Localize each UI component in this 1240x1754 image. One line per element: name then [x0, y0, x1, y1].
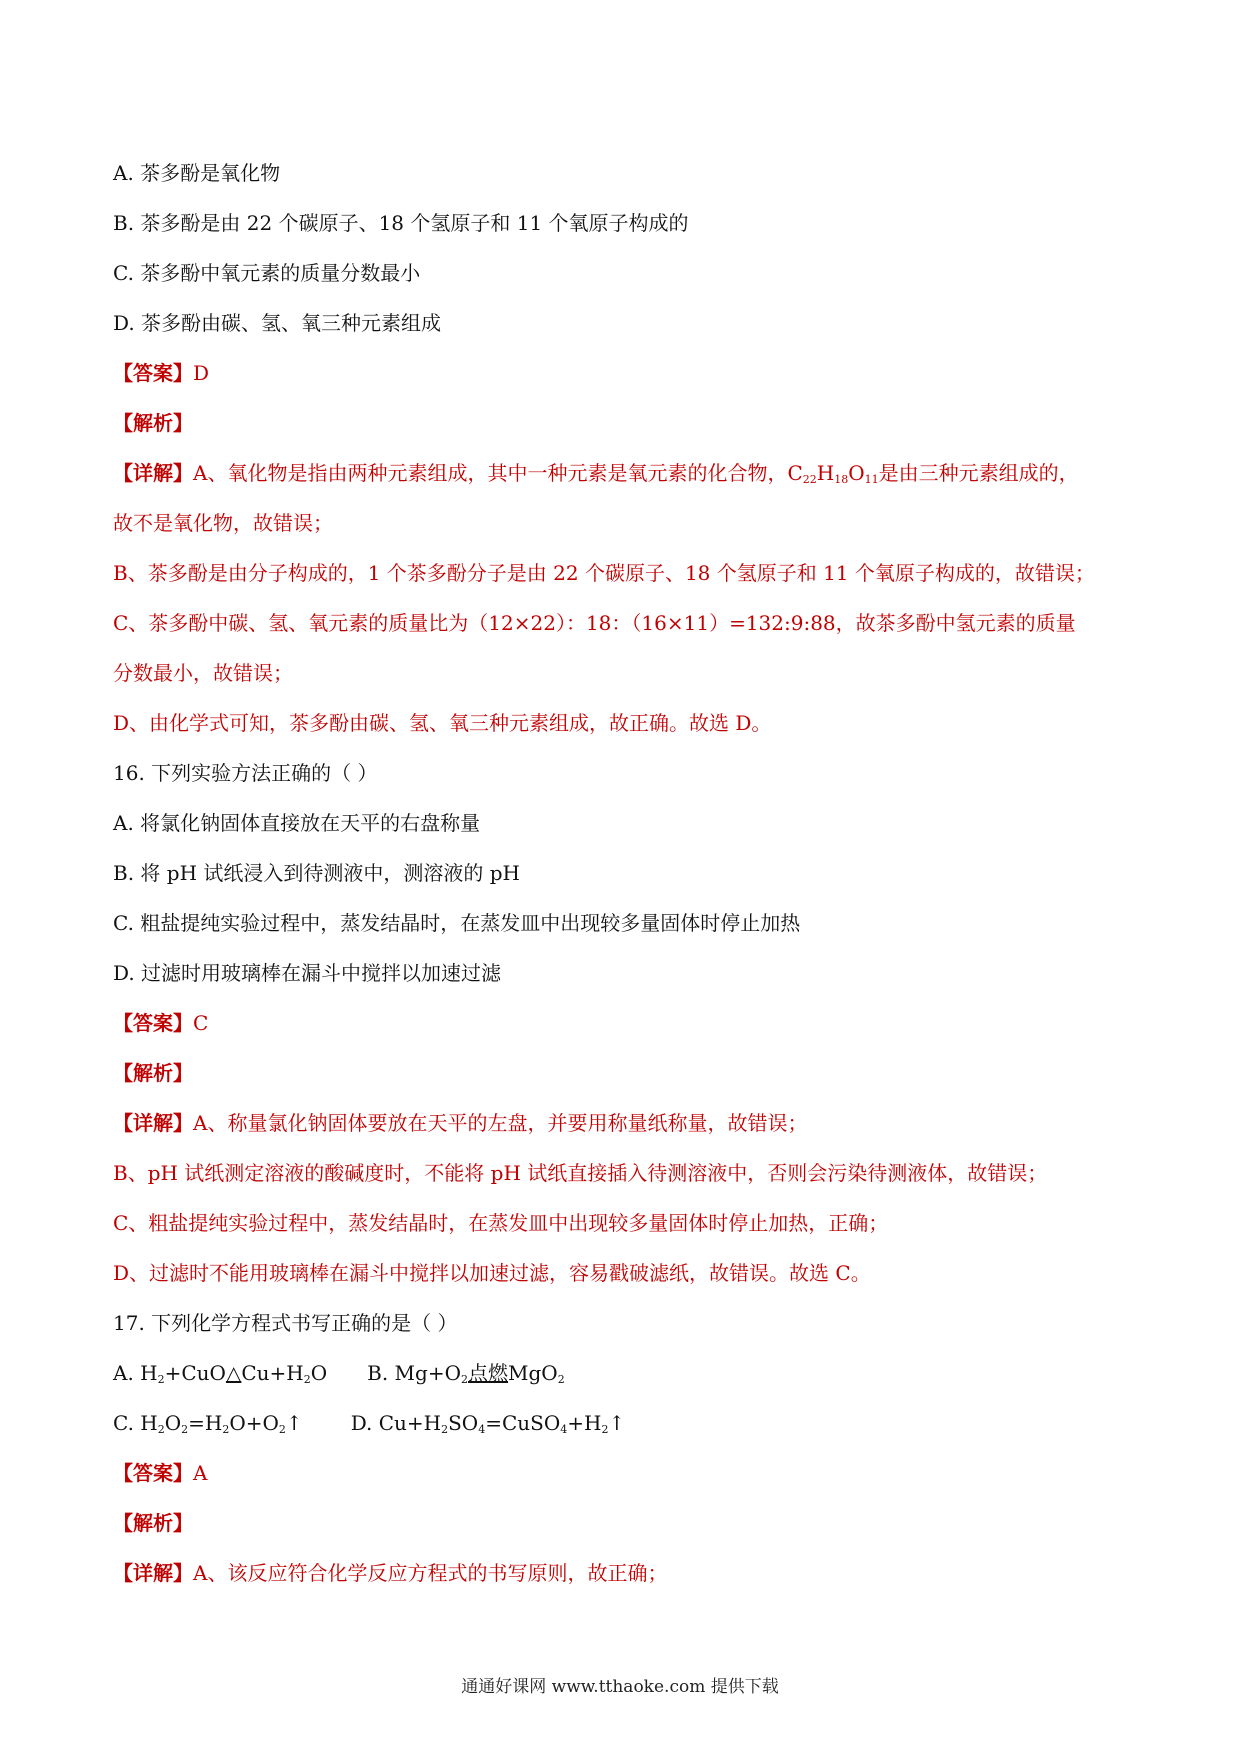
q15-option-a: A. 茶多酚是氧化物: [113, 161, 281, 185]
q16-answer: [113, 1008, 208, 1038]
answer-label: 【答案】: [113, 361, 193, 385]
detail-a-text-2: 是由三种元素组成的，: [878, 461, 1079, 485]
q15-detail-d: D、由化学式可知，茶多酚由碳、氢、氧三种元素组成，故正确。故选 D。: [113, 711, 772, 735]
q17-option-b: B. $Mg+O_2$点燃MgO$_2$: [367, 1361, 565, 1386]
analysis-label: 【解析】: [113, 411, 193, 435]
q15-option-c: C. 茶多酚中氧元素的质量分数最小: [113, 261, 421, 285]
detail-label: 【详解】: [113, 1111, 193, 1135]
q15-detail-c-cont: 分数最小，故错误；: [113, 661, 293, 685]
q15-detail-b: B、茶多酚是由分子构成的，1 个茶多酚分子是由 22 个碳原子、18 个氢原子和 11 个氧原子构成的，故错误；: [113, 561, 1095, 585]
detail-a-text: A、该反应符合化学反应方程式的书写原则，故正确；: [193, 1561, 668, 1585]
q15-analysis: [113, 408, 193, 438]
q16-analysis: [113, 1058, 193, 1088]
q17-options-ab: [113, 1358, 565, 1395]
q15-detail-a: [113, 458, 1079, 495]
q16-option-c: C. 粗盐提纯实验过程中，蒸发结晶时，在蒸发皿中出现较多量固体时停止加热: [113, 911, 801, 935]
q16-option-b: B. 将 pH 试纸浸入到待测液中，测溶液的 pH: [113, 861, 520, 885]
analysis-label: 【解析】: [113, 1511, 193, 1535]
q16-stem: 16. 下列实验方法正确的（ ）: [113, 761, 378, 785]
q16-option-a: A. 将氯化钠固体直接放在天平的右盘称量: [113, 811, 481, 835]
formula: $C_{22}H_{18}O_{11}$: [787, 461, 879, 486]
q16-option-d: D. 过滤时用玻璃棒在漏斗中搅拌以加速过滤: [113, 961, 502, 985]
detail-label: 【详解】: [113, 1561, 193, 1585]
q17-option-a: A. $H_2+CuO\triangle Cu+H_2O$: [113, 1361, 328, 1386]
q15-option-b: B. 茶多酚是由 22 个碳原子、18 个氢原子和 11 个氧原子构成的: [113, 211, 689, 235]
q17-options-cd: [113, 1408, 625, 1445]
q15-detail-a-cont: 故不是氧化物，故错误；: [113, 511, 333, 535]
q17-stem: 17. 下列化学方程式书写正确的是（ ）: [113, 1311, 458, 1335]
analysis-label: 【解析】: [113, 1061, 193, 1085]
answer-label: 【答案】: [113, 1011, 193, 1035]
q17-answer: [113, 1458, 207, 1488]
page-footer: 通通好课网 www.tthaoke.com 提供下载: [461, 1677, 779, 1697]
q17-option-c: C. $H_2O_2=H_2O+O_2↑$: [113, 1411, 303, 1436]
q15-detail-c: C、茶多酚中碳、氢、氧元素的质量比为（12×22）：18：（16×11）=132:9:88，故茶多酚中氢元素的质量: [113, 611, 1076, 635]
detail-a-text: A、氧化物是指由两种元素组成，其中一种元素是氧元素的化合物，: [193, 461, 788, 485]
answer-value: C: [193, 1011, 209, 1035]
answer-label: 【答案】: [113, 1461, 193, 1485]
q15-option-d: D. 茶多酚由碳、氢、氧三种元素组成: [113, 311, 442, 335]
q16-detail-a: [113, 1108, 807, 1138]
q17-detail-a: [113, 1558, 667, 1588]
answer-value: A: [193, 1461, 208, 1485]
q17-analysis: [113, 1508, 193, 1538]
q16-detail-d: D、过滤时不能用玻璃棒在漏斗中搅拌以加速过滤，容易戳破滤纸，故错误。故选 C。: [113, 1261, 871, 1285]
q16-detail-c: C、粗盐提纯实验过程中，蒸发结晶时，在蒸发皿中出现较多量固体时停止加热，正确；: [113, 1211, 889, 1235]
q16-detail-b: B、pH 试纸测定溶液的酸碱度时，不能将 pH 试纸直接插入待测溶液中，否则会污染待测液体，故错误；: [113, 1161, 1048, 1185]
answer-value: D: [193, 361, 210, 385]
detail-a-text: A、称量氯化钠固体要放在天平的左盘，并要用称量纸称量，故错误；: [193, 1111, 808, 1135]
detail-label: 【详解】: [113, 461, 193, 485]
q15-answer: [113, 358, 209, 388]
q17-option-d: D. $Cu+H_2SO_4=CuSO_4+H_2↑$: [350, 1411, 626, 1436]
